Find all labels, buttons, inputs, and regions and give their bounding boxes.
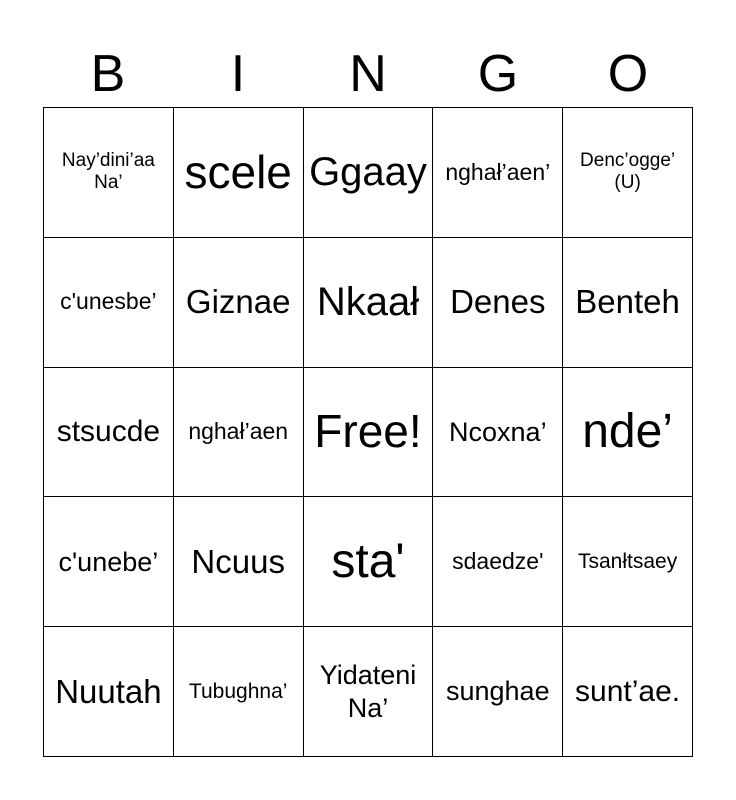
bingo-cell-r5-c2[interactable]: Tubughna’ bbox=[174, 627, 304, 757]
bingo-cell-r5-c5[interactable]: sunt’ae. bbox=[563, 627, 693, 757]
bingo-cell-r4-c4[interactable]: sdaedze' bbox=[433, 497, 563, 627]
header-letter-o: O bbox=[607, 45, 649, 103]
bingo-cell-r5-c3[interactable]: Yidateni Na’ bbox=[304, 627, 434, 757]
bingo-cell-r5-c1[interactable]: Nuutah bbox=[44, 627, 174, 757]
header-letter-b: B bbox=[90, 45, 126, 103]
bingo-cell-r4-c2[interactable]: Ncuus bbox=[174, 497, 304, 627]
bingo-cell-r3-c1[interactable]: stsucde bbox=[44, 368, 174, 498]
bingo-cell-r2-c1[interactable]: c'unesbe’ bbox=[44, 238, 174, 368]
bingo-cell-r2-c5[interactable]: Benteh bbox=[563, 238, 693, 368]
bingo-cell-r1-c1[interactable]: Nay’dini’aa Na’ bbox=[44, 108, 174, 238]
bingo-cell-r4-c3[interactable]: sta' bbox=[304, 497, 434, 627]
bingo-cell-r2-c2[interactable]: Giznae bbox=[174, 238, 304, 368]
bingo-cell-r2-c4[interactable]: Denes bbox=[433, 238, 563, 368]
bingo-cell-r4-c5[interactable]: Tsanłtsaey bbox=[563, 497, 693, 627]
header-letter-i: I bbox=[230, 45, 246, 103]
bingo-cell-r4-c1[interactable]: c'unebe’ bbox=[44, 497, 174, 627]
bingo-cell-r1-c2[interactable]: scele bbox=[174, 108, 304, 238]
bingo-cell-r3-c4[interactable]: Ncoxna’ bbox=[433, 368, 563, 498]
bingo-cell-r3-c5[interactable]: nde’ bbox=[563, 368, 693, 498]
bingo-header bbox=[43, 40, 693, 108]
bingo-cell-r2-c3[interactable]: Nkaał bbox=[304, 238, 434, 368]
bingo-cell-r3-c3[interactable]: Free! bbox=[304, 368, 434, 498]
bingo-cell-r1-c4[interactable]: nghał’aen’ bbox=[433, 108, 563, 238]
bingo-cell-r5-c4[interactable]: sunghae bbox=[433, 627, 563, 757]
header-letter-n: N bbox=[349, 45, 387, 103]
header-letter-g: G bbox=[477, 45, 519, 103]
bingo-cell-r1-c3[interactable]: Ggaay bbox=[304, 108, 434, 238]
bingo-board bbox=[43, 107, 693, 757]
bingo-cell-r3-c2[interactable]: nghał’aen bbox=[174, 368, 304, 498]
bingo-cell-r1-c5[interactable]: Denc’ogge’ (U) bbox=[563, 108, 693, 238]
